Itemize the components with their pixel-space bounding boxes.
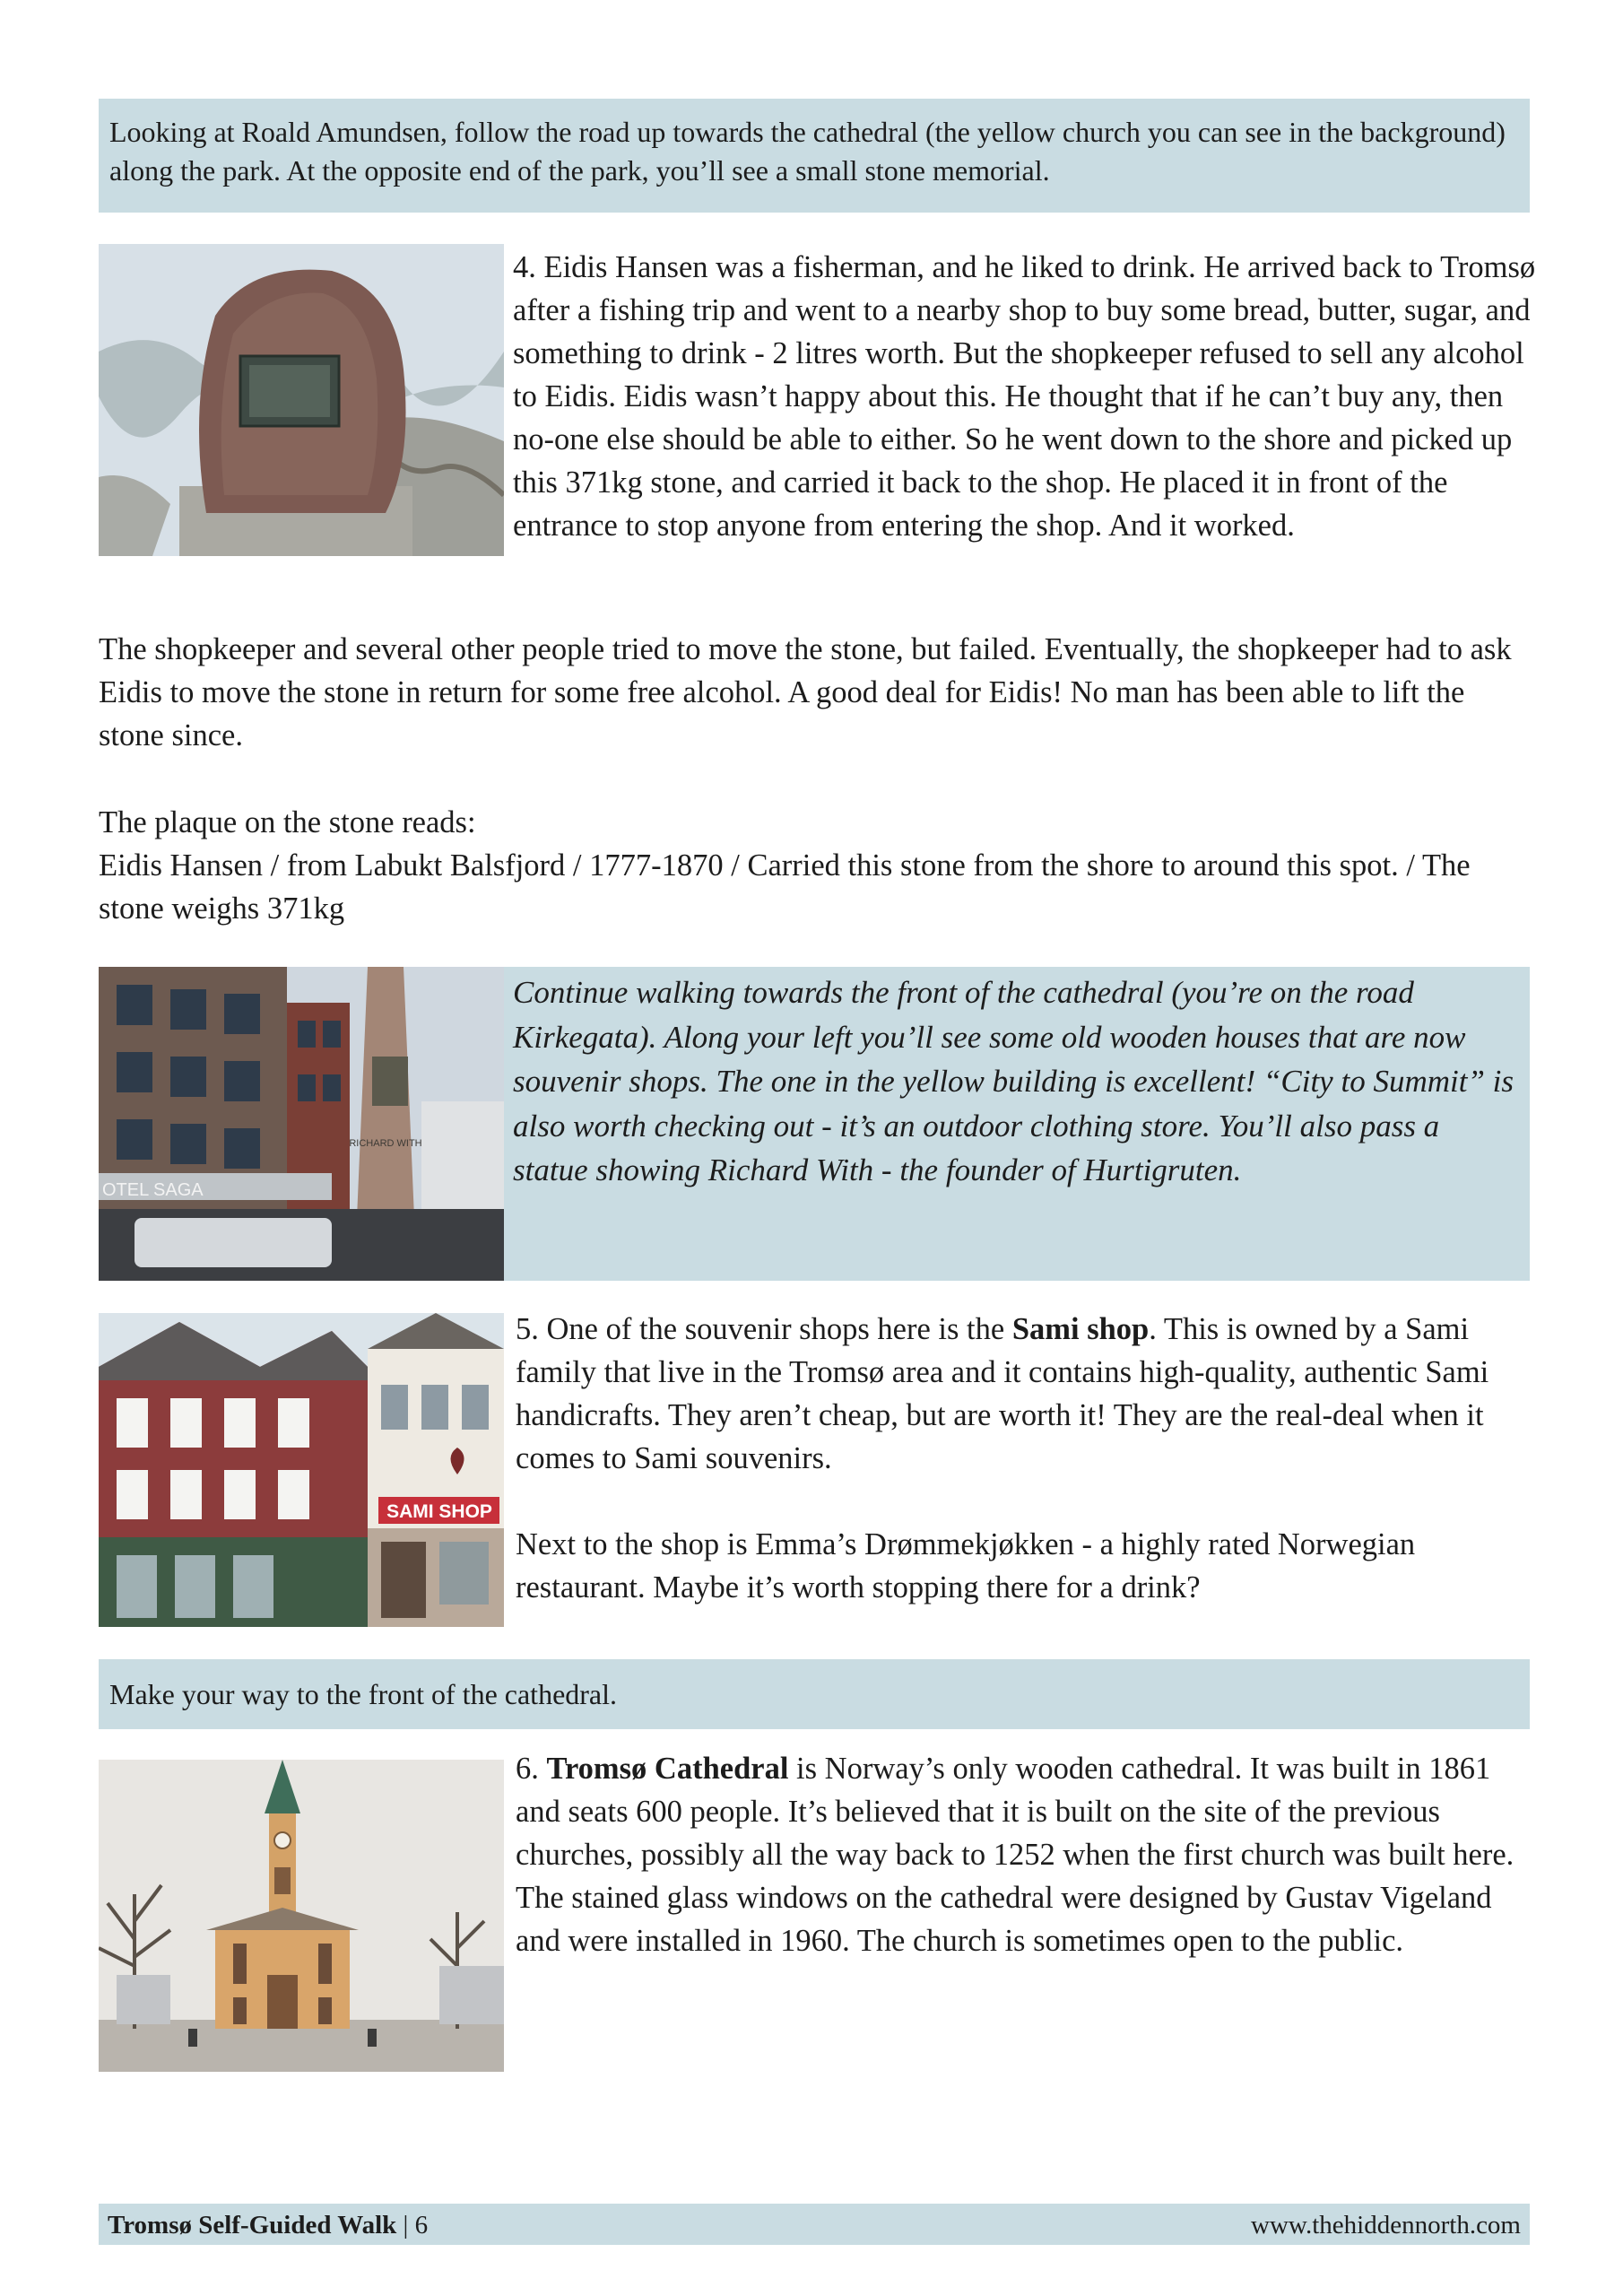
sami-shop-photo bbox=[99, 1313, 504, 1627]
footer-separator: | bbox=[396, 2211, 415, 2239]
cathedral-name: Tromsø Cathedral bbox=[546, 1752, 789, 1786]
footer-bar bbox=[99, 2204, 1530, 2245]
plaque-text: Eidis Hansen / from Labukt Balsfjord / 1777-1870 / Carried this stone from the shore to around this spot. / The stone weighs 371kg bbox=[99, 848, 1471, 926]
sami-shop-sign: SAMI SHOP bbox=[386, 1501, 492, 1522]
stop5-text bbox=[516, 1308, 1529, 1480]
stop5-suffix: . This is owned by a Sami family that live in the Tromsø area and it contains high-quality, authentic Sami handicrafts. They aren’t cheap, but are worth it! They are the real-deal when it comes to Sami souvenirs. bbox=[516, 1312, 1489, 1475]
tromso-cathedral-photo bbox=[99, 1760, 504, 2072]
footer-url: www.thehiddennorth.com bbox=[1251, 2211, 1521, 2239]
richard-with-statue-photo bbox=[99, 967, 504, 1281]
page-number: 6 bbox=[414, 2211, 429, 2239]
stop4-para2: The shopkeeper and several other people tried to move the stone, but failed. Eventually, the shopkeeper had to ask Eidis to move the stone in return for some free alcohol. A good deal for Eidis! No man has been able to lift the stone since. bbox=[99, 632, 1512, 752]
cathedral-box-text: Make your way to the front of the cathedral. bbox=[109, 1678, 618, 1710]
stop6-suffix: is Norway’s only wooden cathedral. It was built in 1861 and seats 600 people. It’s believed that it is built on the site of the previous churches, possibly all the way back to 1252 when the first church was built here. The stained glass windows on the cathedral were designed by Gustav Vigeland and were installed in 1960. The church is sometimes open to the public. bbox=[516, 1752, 1515, 1958]
stop6-text bbox=[516, 1747, 1529, 1962]
stop5-para2: Next to the shop is Emma’s Drømmekjøkken - a highly rated Norwegian restaurant. Maybe it’s worth stopping there for a drink? bbox=[516, 1527, 1416, 1605]
statue-sign: RICHARD WITH bbox=[349, 1138, 422, 1149]
walk-text: Continue walking towards the front of the cathedral (you’re on the road Kirkegata). Along your left you’ll see some old wooden houses that are now souvenir shops. The one in the yellow building is excellent! “City to Summit” is also worth checking out - it’s an outdoor clothing store. You’ll also pass a statue showing Richard With - the founder of Hurtigruten. bbox=[513, 975, 1515, 1187]
plaque-intro: The plaque on the stone reads: bbox=[99, 805, 476, 839]
cathedral-box bbox=[99, 1659, 1530, 1729]
stop5-prefix: 5. One of the souvenir shops here is the bbox=[516, 1312, 1012, 1346]
stone-memorial-photo bbox=[99, 244, 504, 556]
stop6-prefix: 6. bbox=[516, 1752, 547, 1786]
sami-shop-name: Sami shop bbox=[1011, 1312, 1150, 1346]
intro-box bbox=[99, 99, 1530, 213]
hotel-sign: OTEL SAGA bbox=[102, 1180, 204, 1200]
intro-text: Looking at Roald Amundsen, follow the road up towards the cathedral (the yellow church you can see in the background) along the park. At the opposite end of the park, you’ll see a small stone memorial. bbox=[109, 116, 1506, 187]
footer-title-group bbox=[108, 2212, 428, 2239]
footer-title: Tromsø Self-Guided Walk bbox=[108, 2211, 397, 2239]
stop4-text: 4. Eidis Hansen was a fisherman, and he liked to drink. He arrived back to Tromsø after a fishing trip and went to a nearby shop to buy some bread, butter, sugar, and something to drink - 2 litres worth. But the shopkeeper refused to sell any alcohol to Eidis. Eidis wasn’t happy about this. He thought that if he can’t buy any, then no-one else should be able to either. So he went down to the shore and picked up this 371kg stone, and carried it back to the shop. He placed it in front of the entrance to stop anyone from entering the shop. And it worked. bbox=[513, 250, 1536, 543]
